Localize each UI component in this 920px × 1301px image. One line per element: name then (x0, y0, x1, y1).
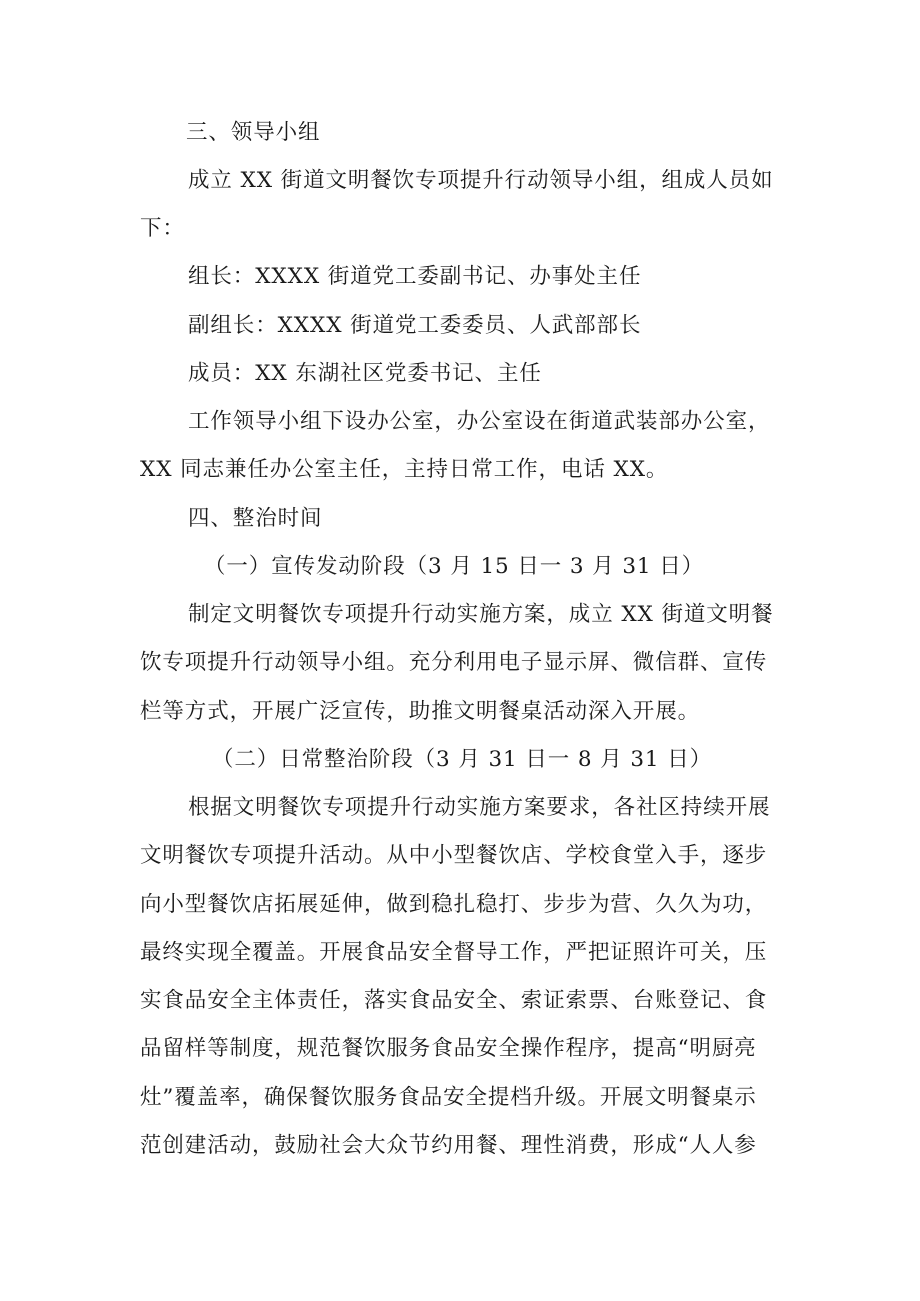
paragraph-line: 灶”覆盖率，确保餐饮服务食品安全提档升级。开展文明餐桌示 (140, 1085, 757, 1110)
subsection-heading: （二）日常整治阶段（3 月 31 日一 8 月 31 日） (212, 747, 713, 772)
paragraph-line: 范创建活动，鼓励社会大众节约用餐、理性消费，形成“人人参 (140, 1133, 757, 1158)
section-heading-leadership-group: 三、领导小组 (186, 120, 321, 145)
paragraph-line: 向小型餐饮店拓展延伸，做到稳扎稳打、步步为营、久久为功， (140, 892, 768, 917)
subsection-heading: （一）宣传发动阶段（3 月 15 日一 3 月 31 日） (204, 554, 705, 579)
paragraph-line: 成立 XX 街道文明餐饮专项提升行动领导小组，组成人员如 (188, 168, 774, 193)
paragraph-line: 工作领导小组下设办公室，办公室设在街道武装部办公室， (188, 409, 771, 434)
paragraph-line: 根据文明餐饮专项提升行动实施方案要求，各社区持续开展 (188, 795, 771, 820)
paragraph-line: 饮专项提升行动领导小组。充分利用电子显示屏、微信群、宣传 (140, 650, 768, 675)
paragraph-line: 组长：XXXX 街道党工委副书记、办事处主任 (188, 264, 642, 289)
section-heading-remediation-time: 四、整治时间 (188, 506, 323, 531)
paragraph-line: 实食品安全主体责任，落实食品安全、索证索票、台账登记、食 (140, 988, 768, 1013)
paragraph-line: 下： (140, 216, 185, 241)
paragraph-line: 成员：XX 东湖社区党委书记、主任 (188, 361, 542, 386)
paragraph-line: 文明餐饮专项提升活动。从中小型餐饮店、学校食堂入手，逐步 (140, 843, 768, 868)
paragraph-line: 副组长：XXXX 街道党工委委员、人武部部长 (188, 313, 642, 338)
paragraph-line: 制定文明餐饮专项提升行动实施方案，成立 XX 街道文明餐 (188, 602, 774, 627)
paragraph-line: 栏等方式，开展广泛宣传，助推文明餐桌活动深入开展。 (140, 699, 701, 724)
paragraph-line: XX 同志兼任办公室主任，主持日常工作，电话 XX。 (140, 457, 669, 482)
paragraph-line: 最终实现全覆盖。开展食品安全督导工作，严把证照许可关，压 (140, 940, 768, 965)
paragraph-line: 品留样等制度，规范餐饮服务食品安全操作程序，提高“明厨亮 (140, 1036, 757, 1061)
